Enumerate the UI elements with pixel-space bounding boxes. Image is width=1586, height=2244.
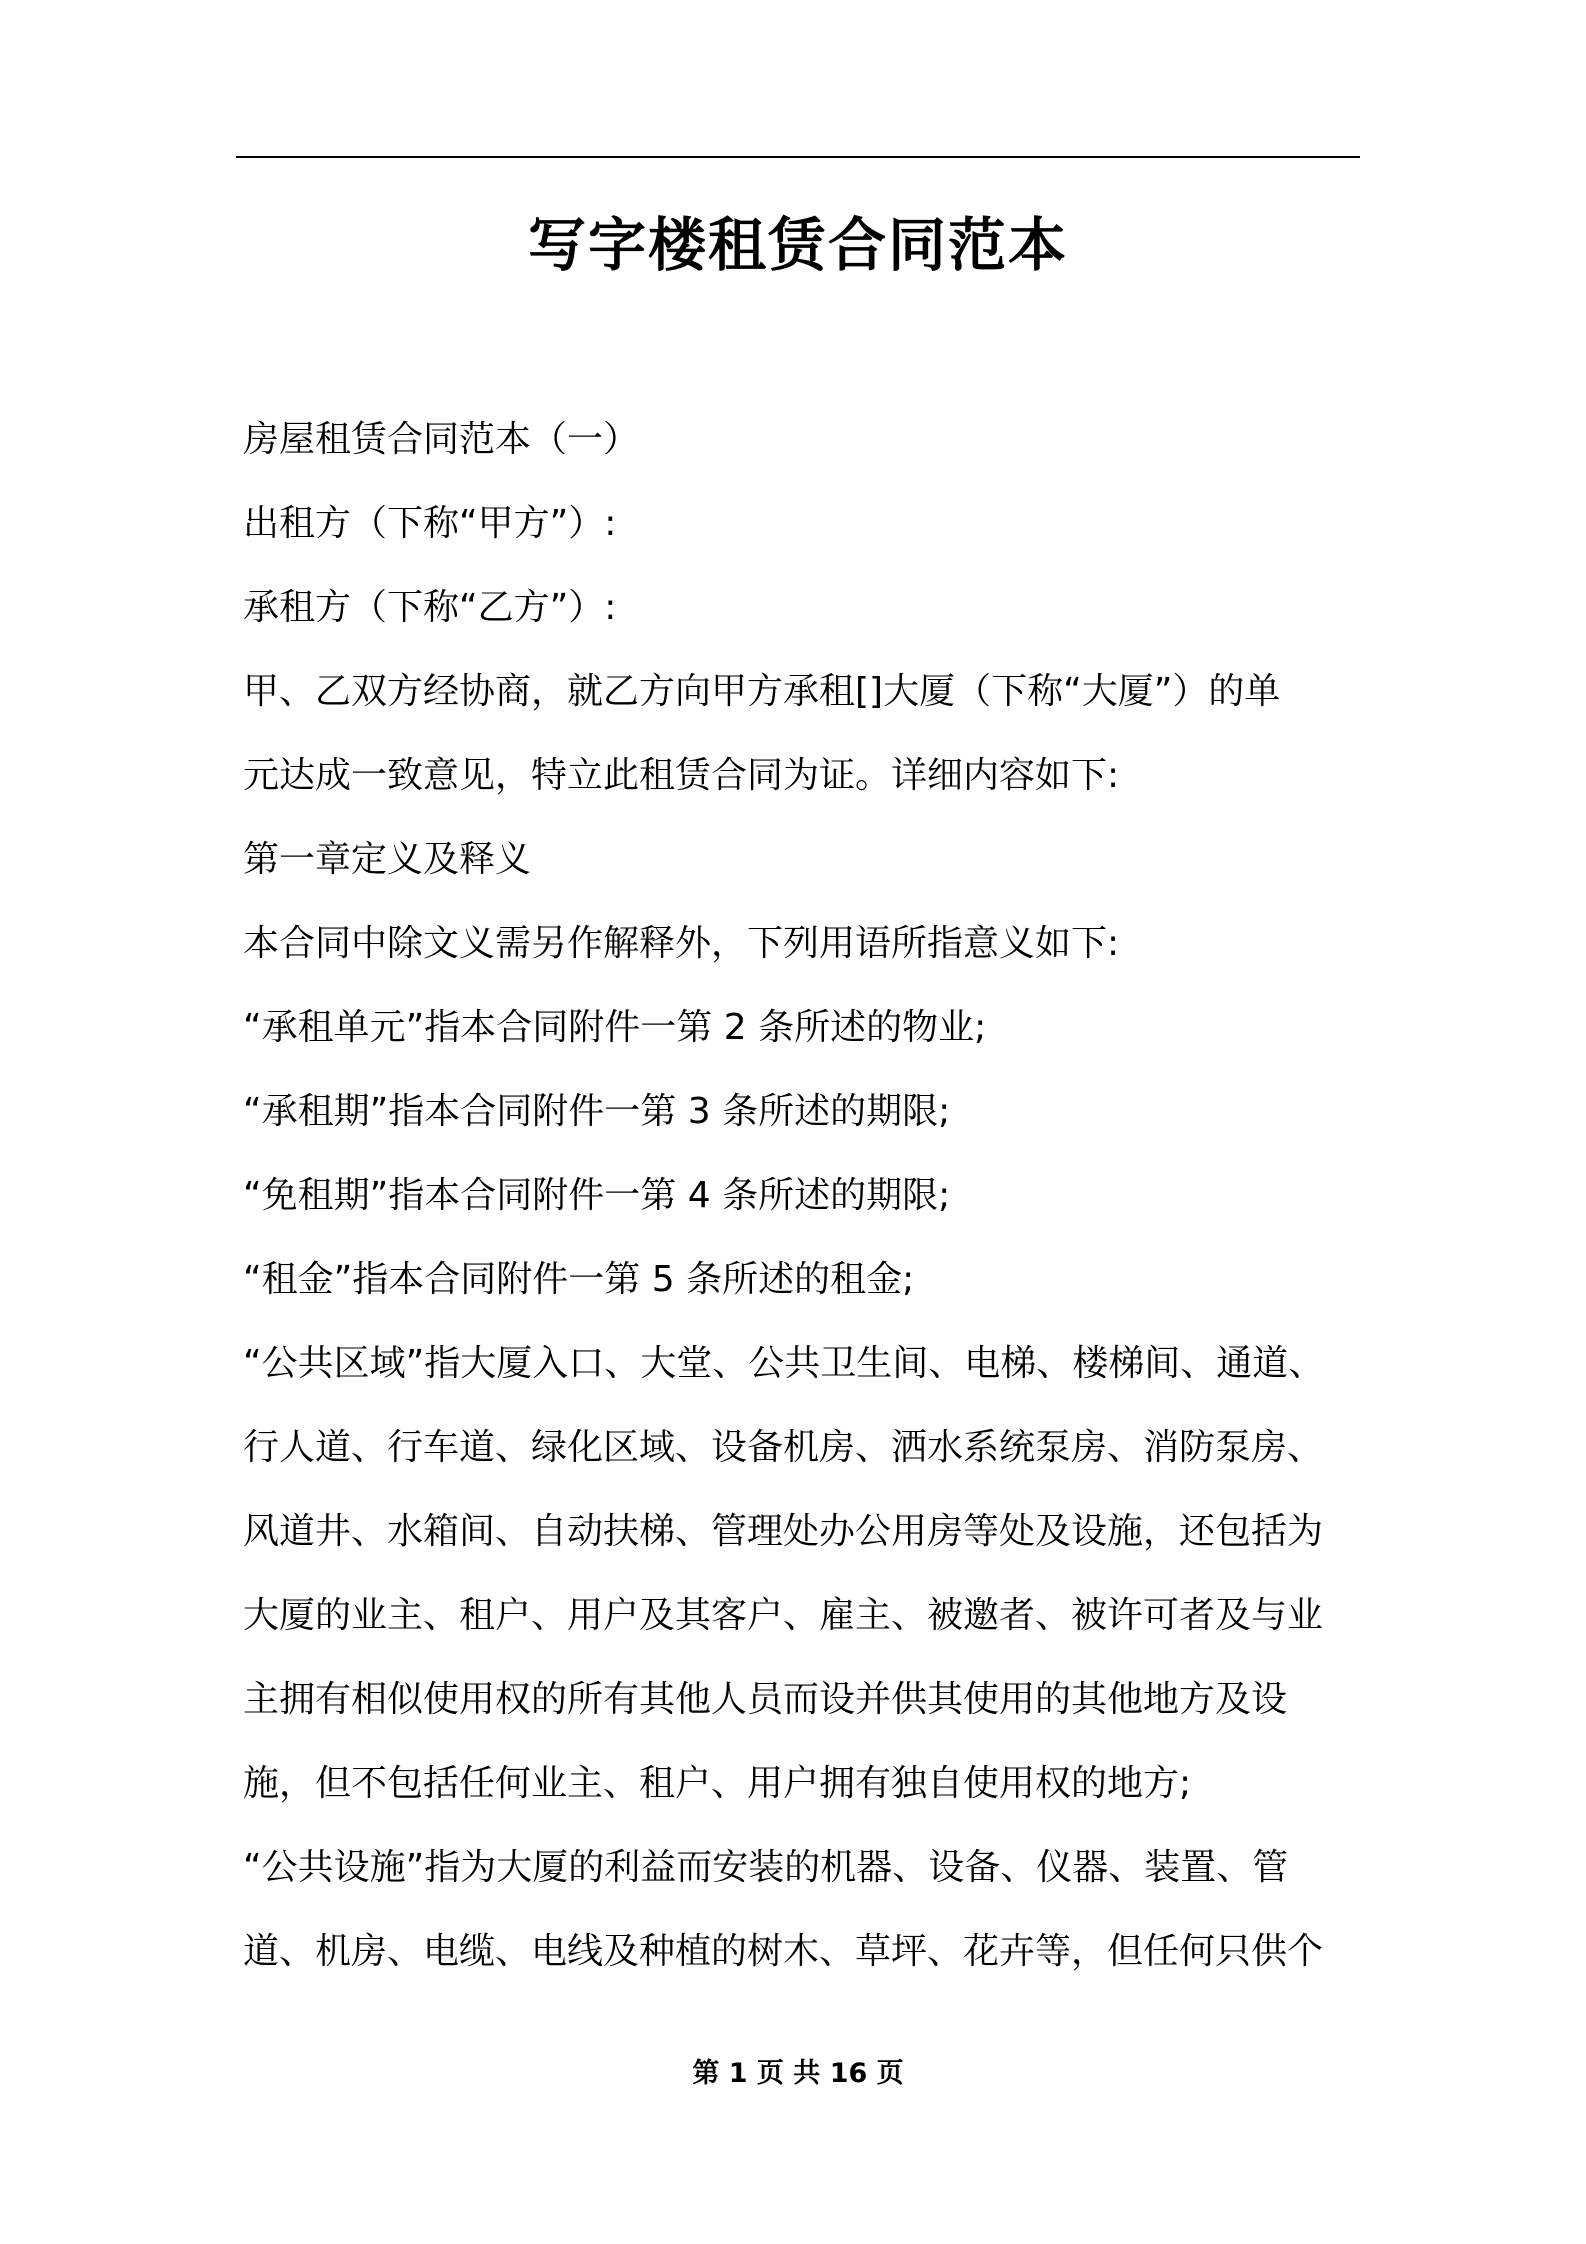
- body-line: 行人道、行车道、绿化区域、设备机房、洒水系统泵房、消防泵房、: [243, 1427, 1324, 1468]
- body-line: “公共区域”指大厦入口、大堂、公共卫生间、电梯、楼梯间、通道、: [243, 1343, 1325, 1384]
- document-title: 写字楼租赁合同范本: [527, 211, 1068, 279]
- body-line: 本合同中除文义需另作解释外，下列用语所指意义如下:: [243, 923, 1120, 964]
- body-line: 甲、乙双方经协商，就乙方向甲方承租[]大厦（下称“大厦”）的单: [243, 671, 1281, 712]
- body-line: “公共设施”指为大厦的利益而安装的机器、设备、仪器、装置、管: [243, 1847, 1289, 1888]
- body-line: “租金”指本合同附件一第 5 条所述的租金;: [243, 1259, 915, 1300]
- header-rule: [236, 156, 1360, 158]
- page-number-footer: 第 1 页 共 16 页: [692, 2058, 904, 2089]
- body-line: 大厦的业主、租户、用户及其客户、雇主、被邀者、被许可者及与业: [243, 1595, 1324, 1636]
- body-line: 风道井、水箱间、自动扶梯、管理处办公用房等处及设施，还包括为: [243, 1511, 1324, 1552]
- body-line: 承租方（下称“乙方”）:: [243, 587, 617, 628]
- document-body: [243, 398, 1363, 1994]
- body-line: “承租期”指本合同附件一第 3 条所述的期限;: [243, 1091, 951, 1132]
- body-line: 房屋租赁合同范本（一）: [243, 419, 640, 460]
- body-line: 主拥有相似使用权的所有其他人员而设并供其使用的其他地方及设: [243, 1679, 1288, 1720]
- body-line: 第一章定义及释义: [243, 839, 532, 880]
- body-line: “免租期”指本合同附件一第 4 条所述的期限;: [243, 1175, 951, 1216]
- body-line: 出租方（下称“甲方”）:: [243, 503, 617, 544]
- body-line: 道、机房、电缆、电线及种植的树木、草坪、花卉等，但任何只供个: [243, 1931, 1324, 1972]
- body-line: 元达成一致意见，特立此租赁合同为证。详细内容如下:: [243, 755, 1120, 796]
- body-line: 施，但不包括任何业主、租户、用户拥有独自使用权的地方;: [243, 1763, 1192, 1804]
- body-line: “承租单元”指本合同附件一第 2 条所述的物业;: [243, 1007, 987, 1048]
